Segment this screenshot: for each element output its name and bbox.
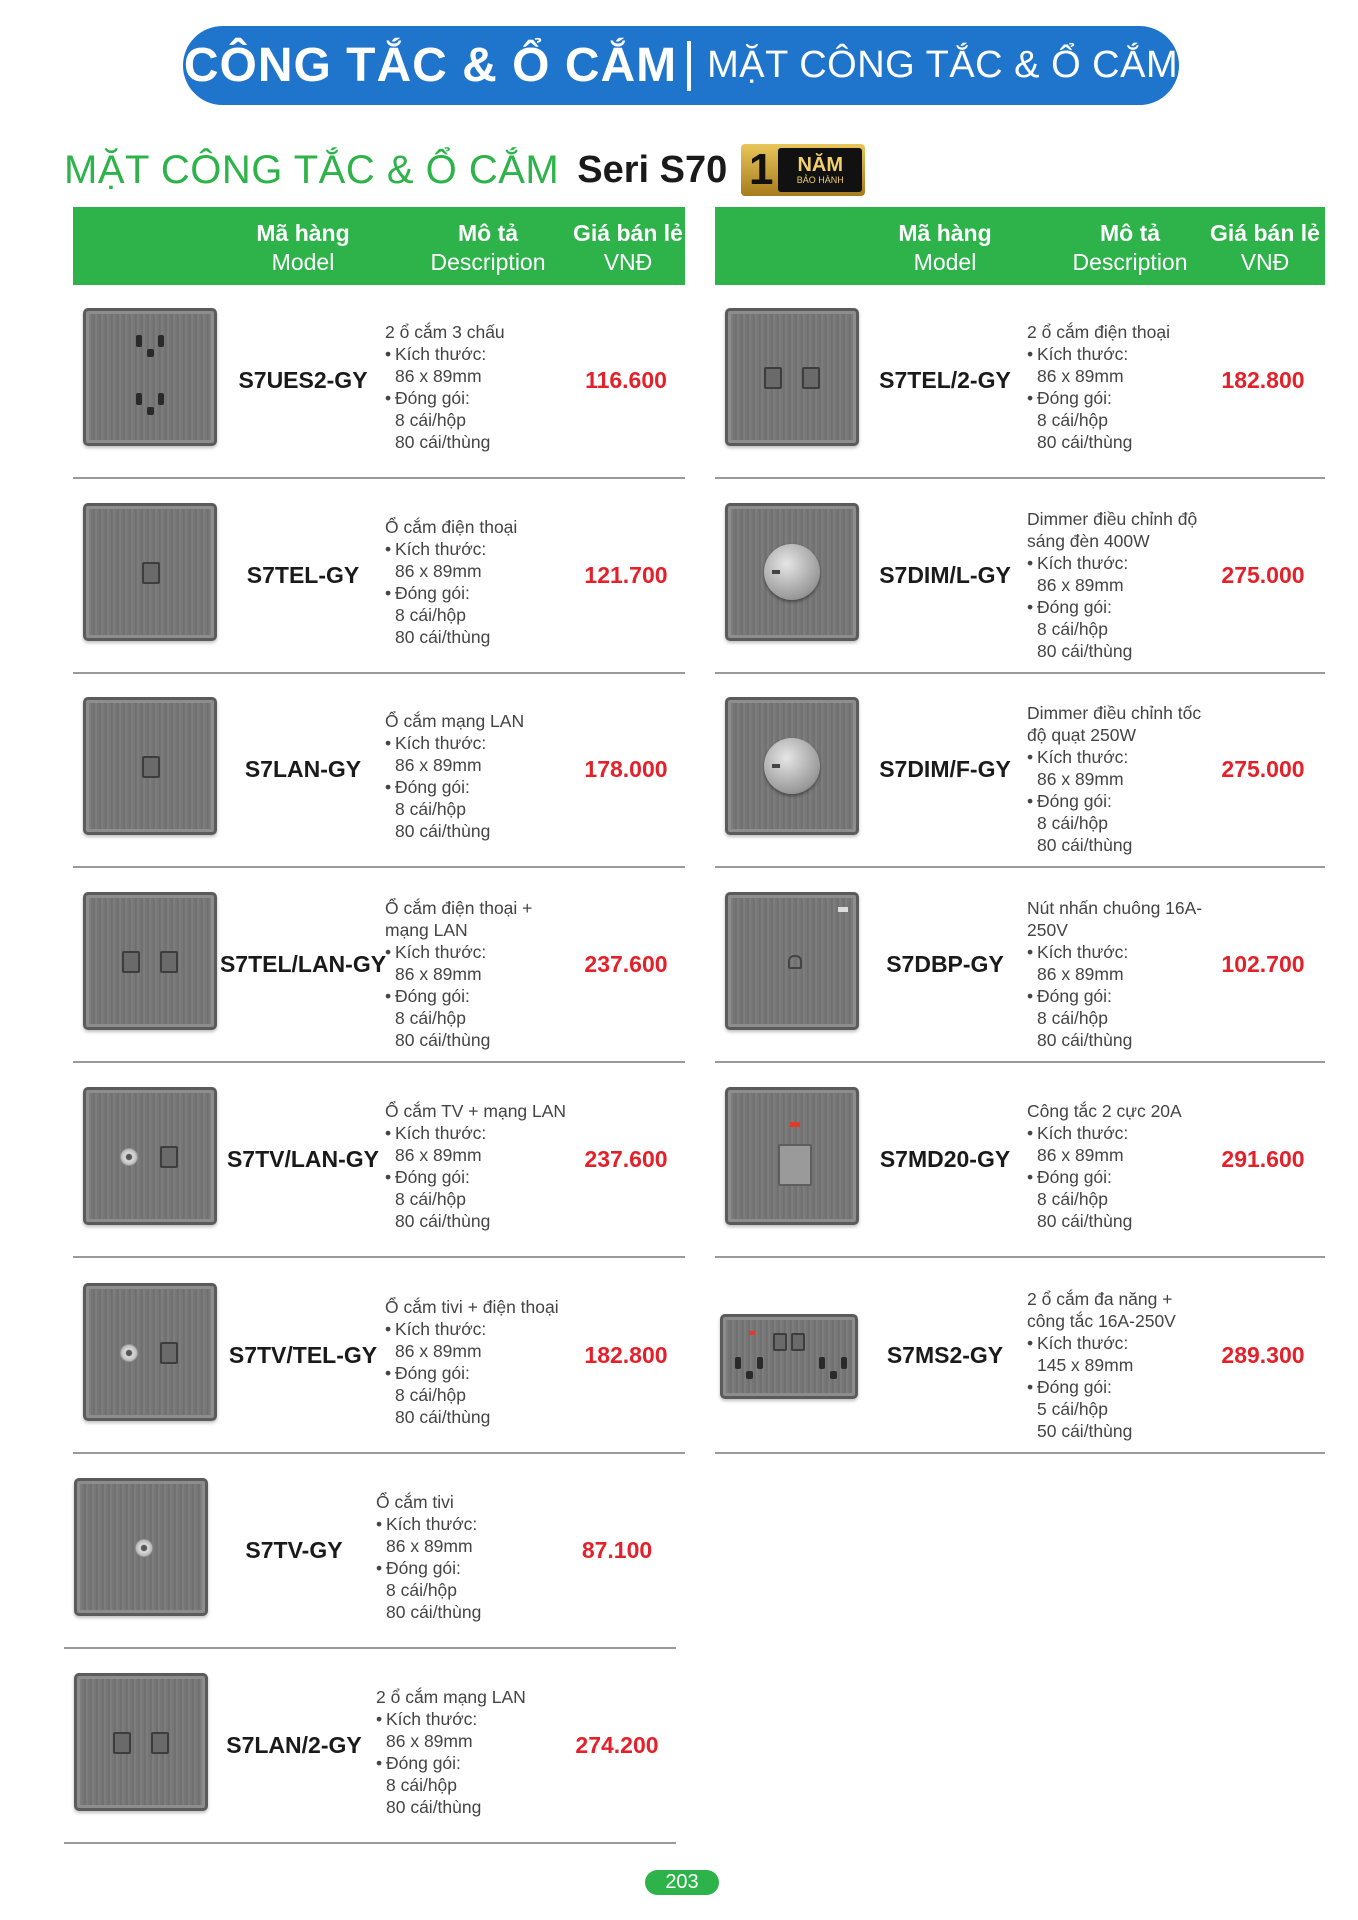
description-line: công tắc 16A-250V bbox=[1027, 1311, 1176, 1331]
product-code: S7MS2-GY bbox=[886, 1342, 1004, 1368]
product-price: 275.000 bbox=[1221, 756, 1305, 782]
product-description bbox=[385, 1100, 585, 1232]
description-line: • Kích thước: bbox=[1027, 746, 1227, 768]
description-line: 8 cái/hộp bbox=[1037, 1189, 1109, 1209]
description-line: 80 cái/thùng bbox=[386, 1797, 482, 1817]
description-line: 80 cái/thùng bbox=[1037, 641, 1133, 661]
description-line: 5 cái/hộp bbox=[1037, 1399, 1109, 1419]
description-line: Dimmer điều chỉnh tốc bbox=[1027, 703, 1202, 723]
product-description bbox=[385, 897, 585, 1051]
header-price: Giá bán lẻ VNĐ bbox=[573, 220, 683, 275]
product-price: 237.600 bbox=[584, 1146, 668, 1172]
product-description bbox=[1027, 321, 1227, 453]
double-pole-switch-icon bbox=[725, 1087, 859, 1225]
header-model: Mã hàng Model bbox=[256, 220, 350, 275]
description-line: • Đóng gói: bbox=[385, 582, 585, 604]
description-line: 86 x 89mm bbox=[395, 755, 482, 775]
product-price: 121.700 bbox=[584, 562, 668, 588]
description-line: 80 cái/thùng bbox=[395, 1211, 491, 1231]
description-line: 80 cái/thùng bbox=[395, 432, 491, 452]
product-row bbox=[73, 1064, 685, 1258]
twin-lan-socket-icon bbox=[74, 1673, 208, 1811]
banner-title: CÔNG TẮC & Ổ CẮM bbox=[183, 39, 678, 92]
description-line: 8 cái/hộp bbox=[395, 1008, 467, 1028]
description-line: Công tắc 2 cực 20A bbox=[1027, 1101, 1182, 1121]
description-line: • Đóng gói: bbox=[1027, 1166, 1227, 1188]
product-code: S7TEL/2-GY bbox=[879, 367, 1011, 393]
description-line: 86 x 89mm bbox=[1037, 366, 1124, 386]
warranty-years: NĂM bbox=[797, 153, 843, 176]
description-line: 250V bbox=[1027, 920, 1068, 940]
page-banner bbox=[183, 26, 1179, 105]
phone-lan-socket-icon bbox=[83, 892, 217, 1030]
description-line: 86 x 89mm bbox=[395, 561, 482, 581]
twin-phone-socket-icon bbox=[725, 308, 859, 446]
description-line: • Kích thước: bbox=[1027, 1332, 1227, 1354]
description-line: • Kích thước: bbox=[1027, 343, 1227, 365]
description-line: 86 x 89mm bbox=[1037, 964, 1124, 984]
description-line: Ổ cắm TV + mạng LAN bbox=[385, 1101, 567, 1121]
row-divider bbox=[715, 477, 1325, 479]
product-description bbox=[1027, 702, 1227, 856]
description-line: • Kích thước: bbox=[1027, 941, 1227, 963]
product-code: S7TV-GY bbox=[245, 1537, 343, 1563]
description-line: 8 cái/hộp bbox=[395, 1385, 467, 1405]
description-line: • Đóng gói: bbox=[376, 1557, 576, 1579]
description-line: 8 cái/hộp bbox=[1037, 410, 1109, 430]
product-code: S7TV/TEL-GY bbox=[228, 1342, 378, 1368]
description-line: 2 ổ cắm đa năng + bbox=[1027, 1289, 1173, 1309]
description-line: 80 cái/thùng bbox=[1037, 1030, 1133, 1050]
twin-3pin-socket-icon bbox=[83, 308, 217, 446]
description-line: • Đóng gói: bbox=[1027, 387, 1227, 409]
tv-socket-icon bbox=[74, 1478, 208, 1616]
product-description bbox=[1027, 1288, 1227, 1442]
tv-phone-socket-icon bbox=[83, 1283, 217, 1421]
description-line: 80 cái/thùng bbox=[395, 1407, 491, 1427]
product-price: 116.600 bbox=[585, 367, 667, 393]
product-description bbox=[1027, 1100, 1227, 1232]
product-description bbox=[385, 516, 585, 648]
description-line: Ổ cắm mạng LAN bbox=[385, 711, 525, 731]
description-line: 8 cái/hộp bbox=[395, 1189, 467, 1209]
description-line: 80 cái/thùng bbox=[1037, 432, 1133, 452]
product-code: S7DIM/F-GY bbox=[879, 756, 1011, 782]
warranty-badge bbox=[741, 144, 865, 196]
description-line: 86 x 89mm bbox=[395, 1145, 482, 1165]
description-line: • Đóng gói: bbox=[385, 1362, 585, 1384]
multi-socket-switch-icon bbox=[720, 1314, 858, 1399]
description-line: 86 x 89mm bbox=[395, 1341, 482, 1361]
product-code: S7DBP-GY bbox=[886, 951, 1004, 977]
header-description: Mô tả Description bbox=[430, 220, 546, 275]
product-row bbox=[715, 1064, 1325, 1258]
description-line: 8 cái/hộp bbox=[395, 605, 467, 625]
product-row bbox=[64, 1650, 676, 1844]
product-price: 182.800 bbox=[1221, 367, 1305, 393]
tv-lan-socket-icon bbox=[83, 1087, 217, 1225]
product-price: 291.600 bbox=[1221, 1146, 1305, 1172]
product-row bbox=[73, 674, 685, 868]
warranty-label bbox=[778, 148, 862, 192]
description-line: Ổ cắm điện thoại + bbox=[385, 898, 533, 918]
row-divider bbox=[64, 1842, 676, 1844]
product-description bbox=[376, 1686, 576, 1818]
description-line: Ổ cắm điện thoại bbox=[385, 517, 518, 537]
description-line: • Đóng gói: bbox=[385, 985, 585, 1007]
description-line: 80 cái/thùng bbox=[395, 627, 491, 647]
description-line: • Kích thước: bbox=[385, 732, 585, 754]
table-header-right bbox=[715, 207, 1325, 285]
description-line: 8 cái/hộp bbox=[395, 799, 467, 819]
row-divider bbox=[73, 1061, 685, 1063]
description-line: 86 x 89mm bbox=[386, 1536, 473, 1556]
description-line: 80 cái/thùng bbox=[395, 821, 491, 841]
product-code: S7TEL-GY bbox=[246, 562, 360, 588]
doorbell-button-icon bbox=[725, 892, 859, 1030]
description-line: 86 x 89mm bbox=[1037, 1145, 1124, 1165]
row-divider bbox=[73, 1452, 685, 1454]
description-line: • Đóng gói: bbox=[376, 1752, 576, 1774]
product-description bbox=[376, 1491, 576, 1623]
description-line: • Đóng gói: bbox=[1027, 1376, 1227, 1398]
description-line: 2 ổ cắm điện thoại bbox=[1027, 322, 1171, 342]
description-line: • Đóng gói: bbox=[385, 776, 585, 798]
description-line: độ quạt 250W bbox=[1027, 725, 1136, 745]
product-row bbox=[73, 869, 685, 1063]
description-line: • Đóng gói: bbox=[1027, 596, 1227, 618]
description-line: sáng đèn 400W bbox=[1027, 531, 1150, 551]
description-line: • Kích thước: bbox=[1027, 1122, 1227, 1144]
product-row bbox=[715, 674, 1325, 868]
product-price: 87.100 bbox=[581, 1537, 653, 1563]
product-row bbox=[715, 869, 1325, 1063]
description-line: • Đóng gói: bbox=[385, 387, 585, 409]
light-dimmer-icon bbox=[725, 503, 859, 641]
product-price: 237.600 bbox=[584, 951, 668, 977]
description-line: • Đóng gói: bbox=[385, 1166, 585, 1188]
description-line: 80 cái/thùng bbox=[395, 1030, 491, 1050]
product-price: 102.700 bbox=[1221, 951, 1305, 977]
description-line: mạng LAN bbox=[385, 920, 468, 940]
description-line: 8 cái/hộp bbox=[395, 410, 467, 430]
product-price: 289.300 bbox=[1221, 1342, 1305, 1368]
header-description: Mô tả Description bbox=[1072, 220, 1188, 275]
product-price: 182.800 bbox=[584, 1342, 668, 1368]
description-line: • Kích thước: bbox=[385, 1122, 585, 1144]
row-divider bbox=[64, 1647, 676, 1649]
section-title bbox=[64, 140, 865, 200]
product-row bbox=[715, 285, 1325, 479]
product-description bbox=[385, 321, 585, 453]
product-code: S7TEL/LAN-GY bbox=[219, 951, 387, 977]
product-code: S7UES2-GY bbox=[238, 367, 368, 393]
series-name: Seri S70 bbox=[577, 148, 728, 191]
description-line: Nút nhấn chuông 16A- bbox=[1027, 898, 1203, 918]
header-model: Mã hàng Model bbox=[898, 220, 992, 275]
product-code: S7LAN-GY bbox=[244, 756, 362, 782]
product-row bbox=[73, 285, 685, 479]
description-line: Ổ cắm tivi bbox=[376, 1492, 454, 1512]
table-header-left bbox=[73, 207, 685, 285]
fan-dimmer-icon bbox=[725, 697, 859, 835]
product-description bbox=[1027, 508, 1227, 662]
description-line: • Kích thước: bbox=[385, 343, 585, 365]
banner-divider bbox=[687, 41, 691, 91]
description-line: 80 cái/thùng bbox=[386, 1602, 482, 1622]
description-line: 2 ổ cắm mạng LAN bbox=[376, 1687, 526, 1707]
product-description bbox=[1027, 897, 1227, 1051]
row-divider bbox=[715, 1256, 1325, 1258]
description-line: 86 x 89mm bbox=[1037, 769, 1124, 789]
product-row bbox=[715, 480, 1325, 674]
description-line: 8 cái/hộp bbox=[386, 1775, 458, 1795]
banner-subtitle: MẶT CÔNG TẮC & Ổ CẮM bbox=[707, 44, 1179, 86]
product-price: 274.200 bbox=[575, 1732, 659, 1758]
description-line: 86 x 89mm bbox=[395, 366, 482, 386]
description-line: • Kích thước: bbox=[376, 1708, 576, 1730]
product-row bbox=[73, 480, 685, 674]
product-row bbox=[715, 1260, 1325, 1454]
description-line: • Kích thước: bbox=[385, 538, 585, 560]
product-price: 178.000 bbox=[584, 756, 668, 782]
description-line: Ổ cắm tivi + điện thoại bbox=[385, 1297, 559, 1317]
product-code: S7DIM/L-GY bbox=[879, 562, 1011, 588]
warranty-text: BẢO HÀNH bbox=[796, 174, 844, 185]
description-line: 80 cái/thùng bbox=[1037, 1211, 1133, 1231]
product-row bbox=[73, 1260, 685, 1454]
row-divider bbox=[715, 1061, 1325, 1063]
description-line: 86 x 89mm bbox=[1037, 575, 1124, 595]
description-line: 86 x 89mm bbox=[386, 1731, 473, 1751]
row-divider bbox=[73, 1256, 685, 1258]
product-price: 275.000 bbox=[1221, 562, 1305, 588]
description-line: 8 cái/hộp bbox=[1037, 619, 1109, 639]
description-line: • Kích thước: bbox=[1027, 552, 1227, 574]
product-row bbox=[64, 1455, 676, 1649]
description-line: 8 cái/hộp bbox=[1037, 1008, 1109, 1028]
description-line: 80 cái/thùng bbox=[1037, 835, 1133, 855]
description-line: Dimmer điều chỉnh độ bbox=[1027, 509, 1198, 529]
page-number: 203 bbox=[645, 1870, 719, 1895]
row-divider bbox=[715, 866, 1325, 868]
description-line: 8 cái/hộp bbox=[386, 1580, 458, 1600]
description-line: • Kích thước: bbox=[376, 1513, 576, 1535]
lan-socket-icon bbox=[83, 697, 217, 835]
phone-socket-icon bbox=[83, 503, 217, 641]
description-line: • Kích thước: bbox=[385, 941, 585, 963]
warranty-number: 1 bbox=[748, 145, 774, 194]
product-code: S7MD20-GY bbox=[879, 1146, 1011, 1172]
row-divider bbox=[715, 1452, 1325, 1454]
row-divider bbox=[73, 477, 685, 479]
product-code: S7LAN/2-GY bbox=[226, 1732, 362, 1758]
section-title-text: MẶT CÔNG TẮC & Ổ CẮM bbox=[64, 147, 560, 192]
product-description bbox=[385, 710, 585, 842]
product-description bbox=[385, 1296, 585, 1428]
description-line: 86 x 89mm bbox=[395, 964, 482, 984]
description-line: 2 ổ cắm 3 chấu bbox=[385, 322, 505, 342]
header-price: Giá bán lẻ VNĐ bbox=[1210, 220, 1320, 275]
description-line: • Đóng gói: bbox=[1027, 985, 1227, 1007]
description-line: • Đóng gói: bbox=[1027, 790, 1227, 812]
description-line: 145 x 89mm bbox=[1037, 1355, 1134, 1375]
row-divider bbox=[73, 866, 685, 868]
description-line: • Kích thước: bbox=[385, 1318, 585, 1340]
product-code: S7TV/LAN-GY bbox=[226, 1146, 380, 1172]
description-line: 50 cái/thùng bbox=[1037, 1421, 1133, 1441]
description-line: 8 cái/hộp bbox=[1037, 813, 1109, 833]
